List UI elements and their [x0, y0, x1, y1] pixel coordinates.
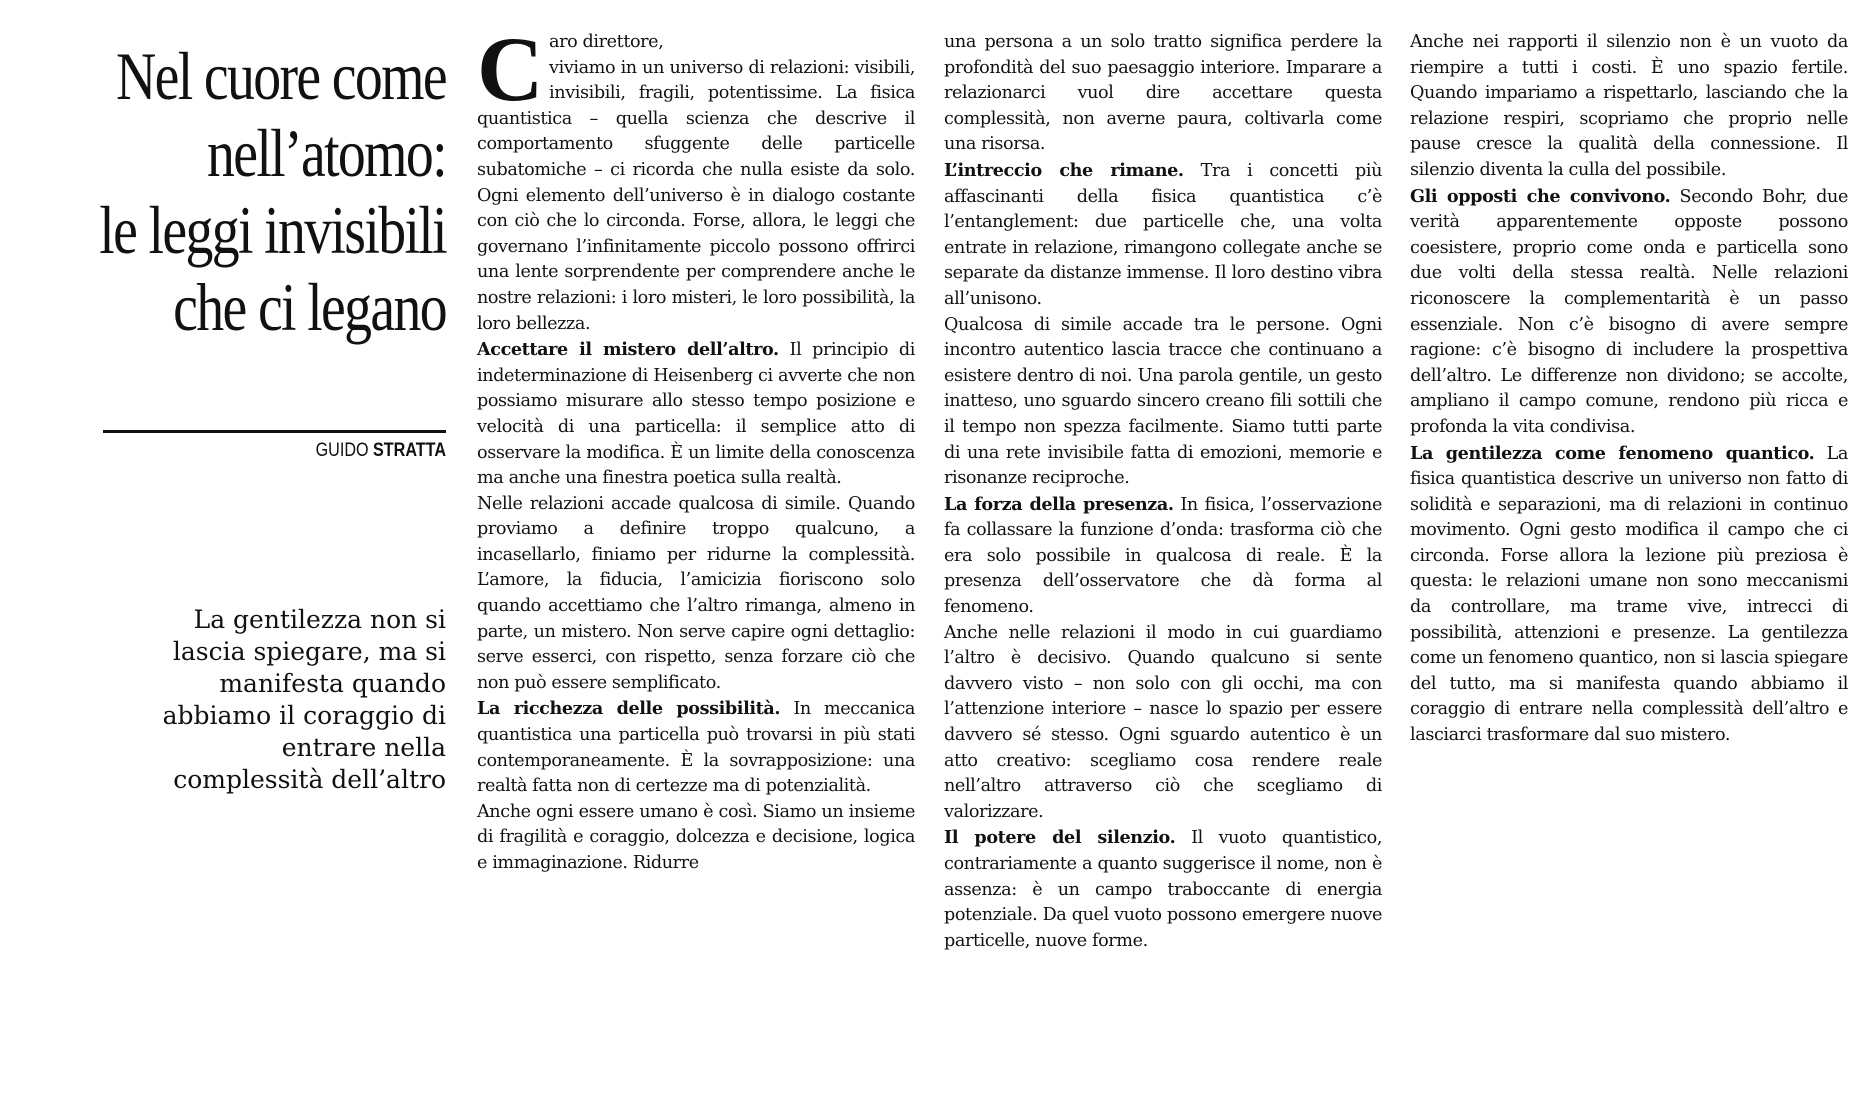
- article-paragraph: [944, 492, 1382, 621]
- byline-divider: [103, 430, 446, 433]
- article-paragraph: [944, 30, 1382, 158]
- headline-block: [0, 38, 446, 346]
- byline: [154, 440, 446, 462]
- paragraph-text: Nelle relazioni accade qualcosa di simile. Quando proviamo a definire troppo qualcuno, a incasellarlo, finiamo per ridurne la complessità. L’amore, la fiducia, l’amicizia fioriscono solo quando accettiamo che l’altro rimanga, almeno in parte, un mistero. Non serve capire ogni dettaglio: serve esserci, con rispetto, senza forzare ciò che non può essere semplificato.: [477, 493, 915, 693]
- article-paragraph: [1410, 30, 1848, 184]
- article-paragraph: [477, 696, 915, 799]
- paragraph-text: Anche nelle relazioni il modo in cui guardiamo l’altro è decisivo. Quando qualcuno si sente davvero visto – non solo con gli occhi, ma con l’attenzione interiore – nasce lo spazio per essere davvero sé stesso. Ogni sguardo autentico è un atto creativo: scegliamo cosa rendere reale nell’altro attraverso ciò che scegliamo di valorizzare.: [944, 622, 1382, 822]
- paragraph-text: viviamo in un universo di relazioni: visibili, invisibili, fragili, potentissime. La fisica quantistica – quella scienza che descrive il comportamento sfuggente delle particelle subatomiche – ci ricorda che nulla esiste da solo. Ogni elemento dell’universo è in dialogo costante con ciò che lo circonda. Forse, allora, le leggi che governano l’infinitamente piccolo possono offrirci una lente sorprendente per comprendere anche le nostre relazioni: i loro misteri, le loro possibilità, la loro bellezza.: [477, 57, 915, 334]
- section-heading: La gentilezza come fenomeno quantico.: [1410, 442, 1815, 464]
- paragraph-text: Il vuoto quantistico, contrariamente a quanto suggerisce il nome, non è assenza: è un campo traboccante di energia potenziale. Da quel vuoto possono emergere nuove particelle, nuove forme.: [944, 828, 1383, 951]
- article-column-1: [477, 18, 915, 877]
- article-column-3: [1410, 30, 1848, 749]
- section-heading: Accettare il mistero dell’altro.: [477, 339, 779, 361]
- paragraph-text: Anche ogni essere umano è così. Siamo un insieme di fragilità e coraggio, dolcezza e decisione, logica e immaginazione. Ridurre: [477, 801, 915, 873]
- paragraph-text: Qualcosa di simile accade tra le persone. Ogni incontro autentico lascia tracce che continuano a esistere dentro di noi. Una parola gentile, un gesto inatteso, uno sguardo sincero creano fili sottili che il tempo non spezza facilmente. Siamo tutti parte di una rete invisibile fatta di emozioni, memorie e risonanze reciproche.: [944, 314, 1382, 489]
- pullquote: La gentilezza non si lascia spiegare, ma si manifesta quando abbiamo il coraggio di entrare nella complessità dell’altro: [162, 605, 446, 794]
- paragraph-text: Anche nei rapporti il silenzio non è un vuoto da riempire a tutti i costi. È uno spazio fertile. Quando impariamo a rispettarlo, lasciando che la relazione respiri, scopriamo che proprio nelle pause cresce la qualità della connessione. Il silenzio diventa la culla del possibile.: [1410, 32, 1848, 180]
- headline-line: nell’atomo:: [206, 115, 446, 191]
- article-column-2: [944, 30, 1382, 954]
- section-heading: L’intreccio che rimane.: [944, 159, 1184, 181]
- article-paragraph: [477, 800, 915, 877]
- article-paragraph: [944, 158, 1382, 313]
- headline-line: che ci legano: [173, 269, 446, 345]
- article-paragraph: [1410, 184, 1848, 441]
- section-heading: Il potere del silenzio.: [944, 827, 1176, 849]
- section-heading: La ricchezza delle possibilità.: [477, 698, 781, 720]
- article-paragraph: [1410, 441, 1848, 749]
- paragraph-text: Tra i concetti più affascinanti della fisica quantistica c’è l’entanglement: due particelle che, una volta entrate in relazione, rimangono collegate anche se separate da distanze immense. Il loro destino vibra all’unisono.: [944, 160, 1382, 309]
- article-paragraph: [477, 18, 915, 337]
- headline: [80, 38, 446, 346]
- paragraph-text: In fisica, l’osservazione fa collassare la funzione d’onda: trasforma ciò che era solo possibile in qualcosa di reale. È la presenza dell’osservatore che dà forma al fenomeno.: [944, 494, 1382, 618]
- paragraph-text: una persona a un solo tratto significa perdere la profondità del suo paesaggio interiore. Imparare a relazionarci vuol dire accettare questa complessità, non averne paura, coltivarla come una risorsa.: [944, 32, 1382, 155]
- article-paragraph: [944, 313, 1382, 492]
- article-paragraph: [477, 337, 915, 492]
- paragraph-text: In meccanica quantistica una particella può trovarsi in più stati contemporaneamente. È la sovrapposizione: una realtà fatta non di certezze ma di potenzialità.: [477, 699, 915, 797]
- paragraph-text: La fisica quantistica descrive un universo non fatto di solidità e separazioni, ma di relazioni in continuo movimento. Ogni gesto modifica il campo che ci circonda. Forse allora la lezione più preziosa è questa: le relazioni umane non sono meccanismi da controllare, ma trame vive, intrecci di possibilità, attenzioni e presenze. La gentilezza come un fenomeno quantico, non si lascia spiegare del tutto, ma si manifesta quando abbiamo il coraggio di entrare nella complessità dell’altro e lasciarci trasformare dal suo mistero.: [1410, 443, 1848, 746]
- paragraph-text: Secondo Bohr, due verità apparentemente opposte possono coesistere, proprio come onda e particella sono due volti della stessa realtà. Nelle relazioni riconoscere la complementarità è un passo essenziale. Non c’è bisogno di avere sempre ragione: c’è bisogno di includere la prospettiva dell’altro. Le differenze non dividono; se accolte, ampliano il campo comune, rendono più ricca e profonda la vita condivisa.: [1410, 186, 1848, 437]
- article-paragraph: [944, 825, 1382, 954]
- paragraph-text: Il principio di indeterminazione di Heisenberg ci avverte che non possiamo misurare allo stesso tempo posizione e velocità di una particella: il semplice atto di osservare la modifica. È un limite della conoscenza ma anche una finestra poetica sulla realtà.: [477, 340, 915, 489]
- author-last-name: STRATTA: [373, 440, 446, 461]
- section-heading: La forza della presenza.: [944, 493, 1174, 515]
- headline-line: le leggi invisibili: [99, 192, 446, 268]
- section-heading: Gli opposti che convivono.: [1410, 185, 1671, 207]
- dropcap: C: [477, 18, 544, 120]
- headline-line: Nel cuore come: [115, 38, 446, 114]
- article-paragraph: [944, 621, 1382, 826]
- salutation: aro direttore,: [549, 32, 664, 52]
- author-first-name: GUIDO: [315, 440, 369, 461]
- article-paragraph: [477, 492, 915, 697]
